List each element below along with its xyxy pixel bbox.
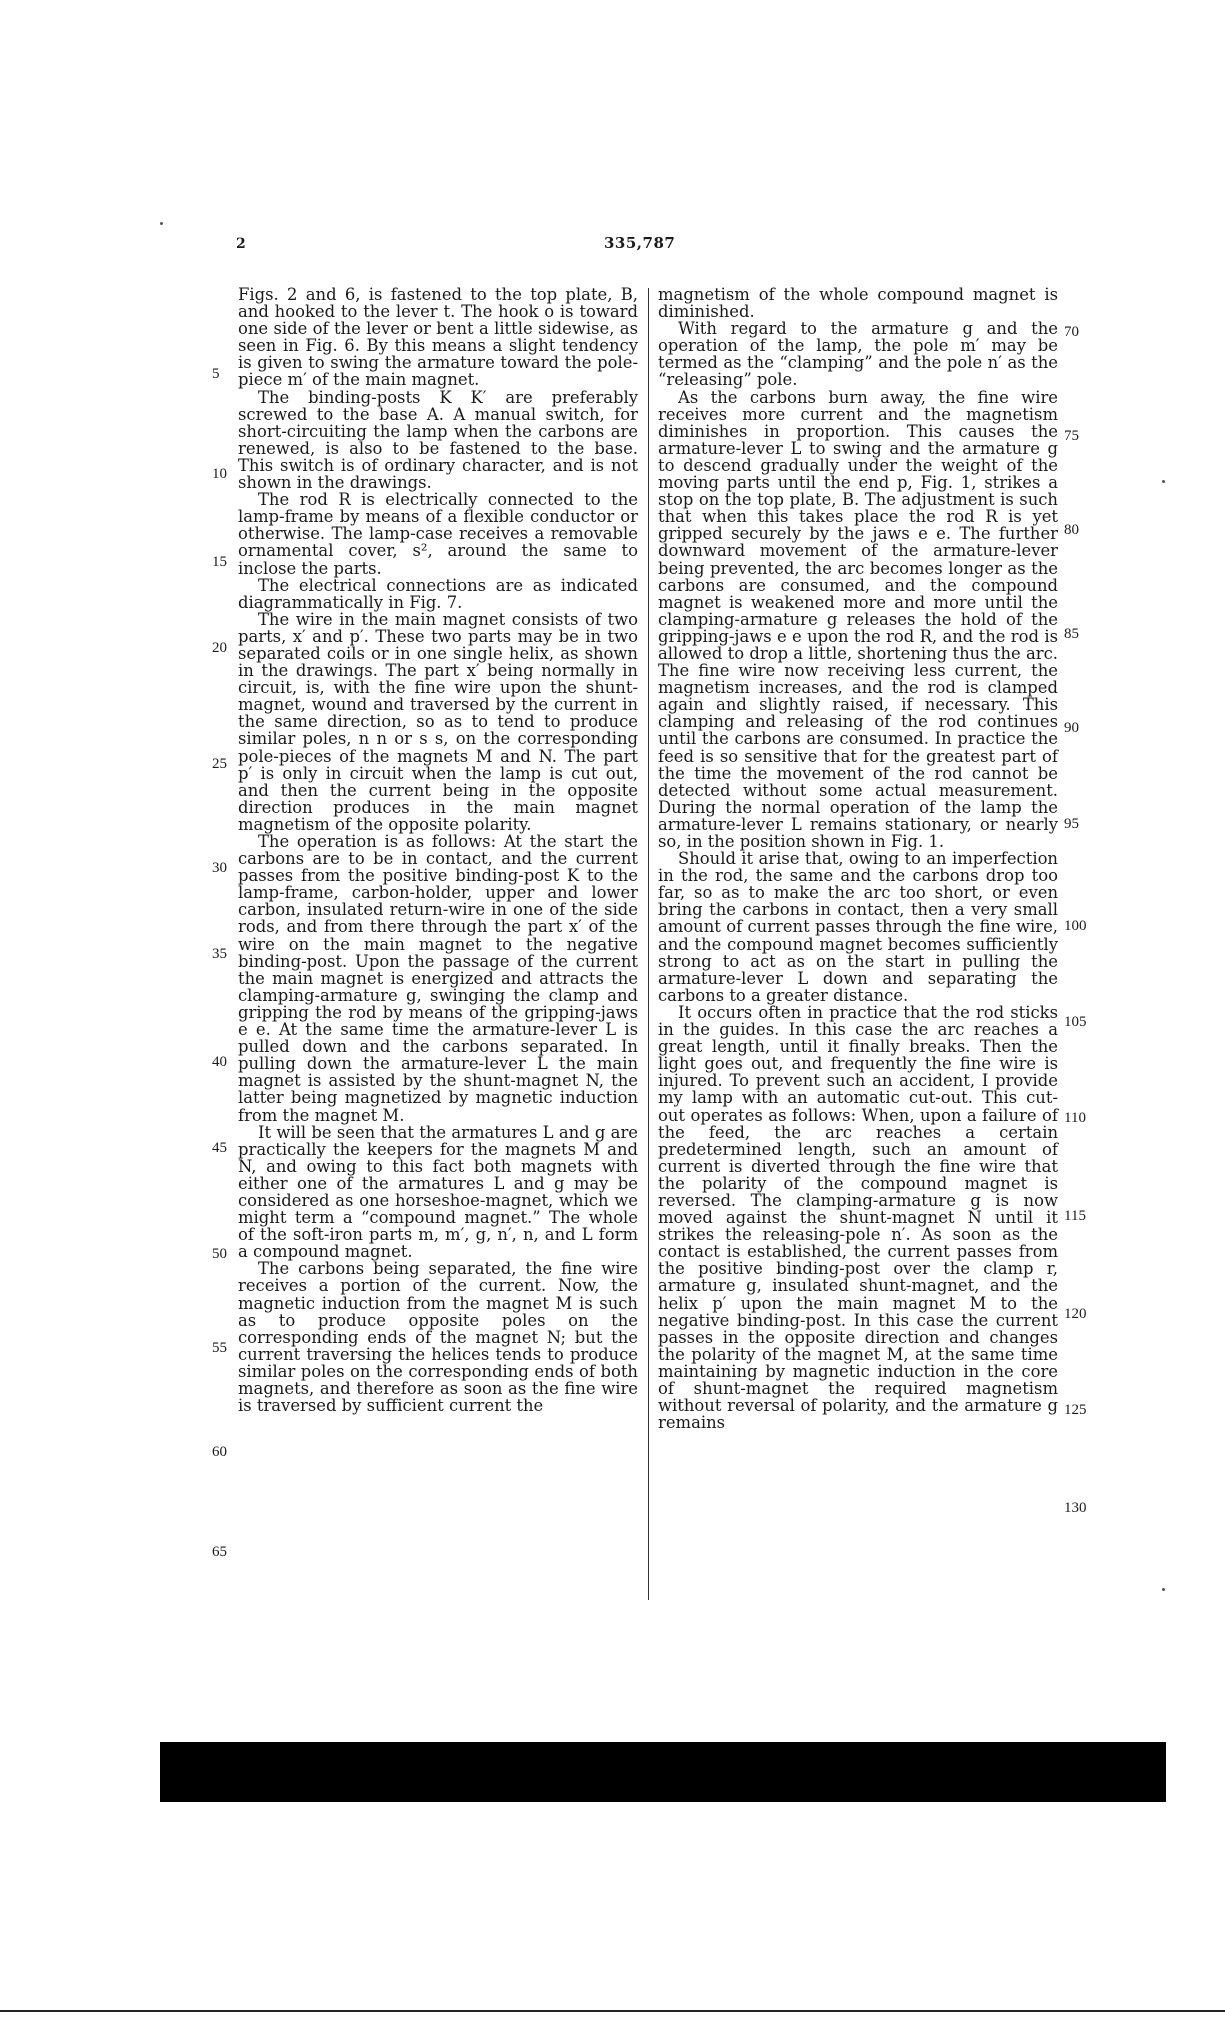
paragraph: magnetism of the whole compound magnet is diminished.	[658, 285, 1058, 322]
right-column	[658, 286, 1058, 1431]
left-column	[238, 286, 638, 1414]
line-number: 15	[212, 554, 227, 570]
paragraph: The electrical connections are as indicated diagrammatically in Fig. 7.	[238, 575, 638, 612]
line-number: 10	[212, 466, 227, 482]
line-number: 20	[212, 640, 227, 656]
line-number: 60	[212, 1444, 227, 1460]
scan-edge-line	[0, 2010, 1225, 2012]
patent-number: 335,787	[604, 234, 676, 252]
paragraph: It will be seen that the armatures L and g are practically the keepers for the magnets M and N, and owing to this fact both magnets with either one of the armatures L and g may be considered as one horseshoe-magnet, which we might term a “compound magnet.” The whole of the soft-iron parts m, m′, g, n′, n, and L form a compound magnet.	[238, 1122, 638, 1262]
line-number: 100	[1064, 918, 1087, 934]
line-number: 125	[1064, 1402, 1087, 1418]
line-number: 45	[212, 1140, 227, 1156]
line-number: 30	[212, 860, 227, 876]
line-number: 85	[1064, 626, 1079, 642]
scan-speck	[1162, 1588, 1165, 1591]
paragraph: The operation is as follows: At the start the carbons are to be in contact, and the current passes from the positive binding-post K to the lamp-frame, carbon-holder, upper and lower carbon, insulated return-wire in one of the side rods, and from there through the part x′ of the wire on the main magnet to the negative binding-post. Upon the passage of the current the main magnet is energized and attracts the clamping-armature g, swinging the clamp and gripping the rod by means of the gripping-jaws e e. At the same time the armature-lever L is pulled down and the carbons separated. In pulling down the armature-lever L the main magnet is assisted by the shunt-magnet N, the latter being magnetized by magnetic induction from the magnet M.	[238, 832, 638, 1125]
paragraph: Figs. 2 and 6, is fastened to the top plate, B, and hooked to the lever t. The hook o is toward one side of the lever or bent a little sidewise, as seen in Fig. 6. By this means a slight tendency is given to swing the armature toward the pole-piece m′ of the main magnet.	[238, 285, 638, 390]
line-number: 75	[1064, 428, 1079, 444]
line-number: 5	[212, 366, 220, 382]
paragraph: The carbons being separated, the fine wire receives a portion of the current. Now, the magnetic induction from the magnet M is such as to produce opposite poles on the corresponding ends of the magnet N; but the current traversing the helices tends to produce similar poles on the corresponding ends of both magnets, and therefore as soon as the fine wire is traversed by sufficient current the	[238, 1259, 638, 1416]
line-number: 80	[1064, 522, 1079, 538]
line-number: 115	[1064, 1208, 1086, 1224]
column-divider	[648, 288, 649, 1600]
line-number: 120	[1064, 1306, 1087, 1322]
line-number: 130	[1064, 1500, 1087, 1516]
line-number: 65	[212, 1544, 227, 1560]
line-number: 50	[212, 1246, 227, 1262]
page-number: 2	[236, 236, 246, 252]
paragraph: The binding-posts K K′ are preferably screwed to the base A. A manual switch, for short-circuiting the lamp when the carbons are renewed, is also to be fastened to the base. This switch is of ordinary character, and is not shown in the drawings.	[238, 387, 638, 493]
line-number: 40	[212, 1054, 227, 1070]
line-number: 90	[1064, 720, 1079, 736]
line-number: 70	[1064, 324, 1079, 340]
line-number: 105	[1064, 1014, 1087, 1030]
line-number: 55	[212, 1340, 227, 1356]
paragraph: It occurs often in practice that the rod sticks in the guides. In this case the arc reaches a great length, until it finally breaks. Then the light goes out, and frequently the fine wire is injured. To prevent such an accident, I provide my lamp with an automatic cut-out. This cut-out operates as follows: When, upon a failure of the feed, the arc reaches a certain predetermined length, such an amount of current is diverted through the fine wire that the polarity of the compound magnet is reversed. The clamping-armature g is now moved against the shunt-magnet N until it strikes the releasing-pole n′. As soon as the contact is established, the current passes from the positive binding-post over the clamp r, armature g, insulated shunt-magnet, and the helix p′ upon the main magnet M to the negative binding-post. In this case the current passes in the opposite direction and changes the polarity of the magnet M, at the same time maintaining by magnetic induction in the core of shunt-magnet the required magnetism without reversal of polarity, and the armature g remains	[658, 1002, 1058, 1433]
paragraph: The rod R is electrically connected to the lamp-frame by means of a flexible conductor or otherwise. The lamp-case receives a removable ornamental cover, s², around the same to inclose the parts.	[238, 490, 638, 578]
paragraph: As the carbons burn away, the fine wire receives more current and the magnetism diminishes in proportion. This causes the armature-lever L to swing and the armature g to descend gradually under the weight of the moving parts until the end p, Fig. 1, strikes a stop on the top plate, B. The adjustment is such that when this takes place the rod R is yet gripped securely by the jaws e e. The further downward movement of the armature-lever being prevented, the arc becomes longer as the carbons are consumed, and the compound magnet is weakened more and more until the clamping-armature g releases the hold of the gripping-jaws e e upon the rod R, and the rod is allowed to drop a little, shortening thus the arc. The fine wire now receiving less current, the magnetism increases, and the rod is clamped again and slightly raised, if necessary. This clamping and releasing of the rod continues until the carbons are consumed. In practice the feed is so sensitive that for the greatest part of the time the movement of the rod cannot be detected without some actual measurement. During the normal operation of the lamp the armature-lever L remains stationary, or nearly so, in the position shown in Fig. 1.	[658, 387, 1058, 851]
line-number: 95	[1064, 816, 1079, 832]
paragraph: Should it arise that, owing to an imperfection in the rod, the same and the carbons drop too far, so as to make the arc too short, or even bring the carbons in contact, then a very small amount of current passes through the fine wire, and the compound magnet becomes sufficiently strong to act as on the start in pulling the armature-lever L down and separating the carbons to a greater distance.	[658, 849, 1058, 1005]
paragraph: With regard to the armature g and the operation of the lamp, the pole m′ may be termed as the “clamping” and the pole n′ as the “releasing” pole.	[658, 319, 1058, 390]
scan-speck	[160, 222, 163, 225]
black-band	[160, 1742, 1166, 1802]
paragraph: The wire in the main magnet consists of two parts, x′ and p′. These two parts may be in two separated coils or in one single helix, as shown in the drawings. The part x′ being normally in circuit, is, with the fine wire upon the shunt-magnet, wound and traversed by the current in the same direction, so as to tend to produce similar poles, n n or s s, on the corresponding pole-pieces of the magnets M and N. The part p′ is only in circuit when the lamp is cut out, and then the current being in the opposite direction produces in the main magnet magnetism of the opposite polarity.	[238, 609, 638, 834]
line-number: 25	[212, 756, 227, 772]
line-number: 110	[1064, 1110, 1086, 1126]
scan-speck	[1162, 480, 1165, 483]
line-number: 35	[212, 946, 227, 962]
